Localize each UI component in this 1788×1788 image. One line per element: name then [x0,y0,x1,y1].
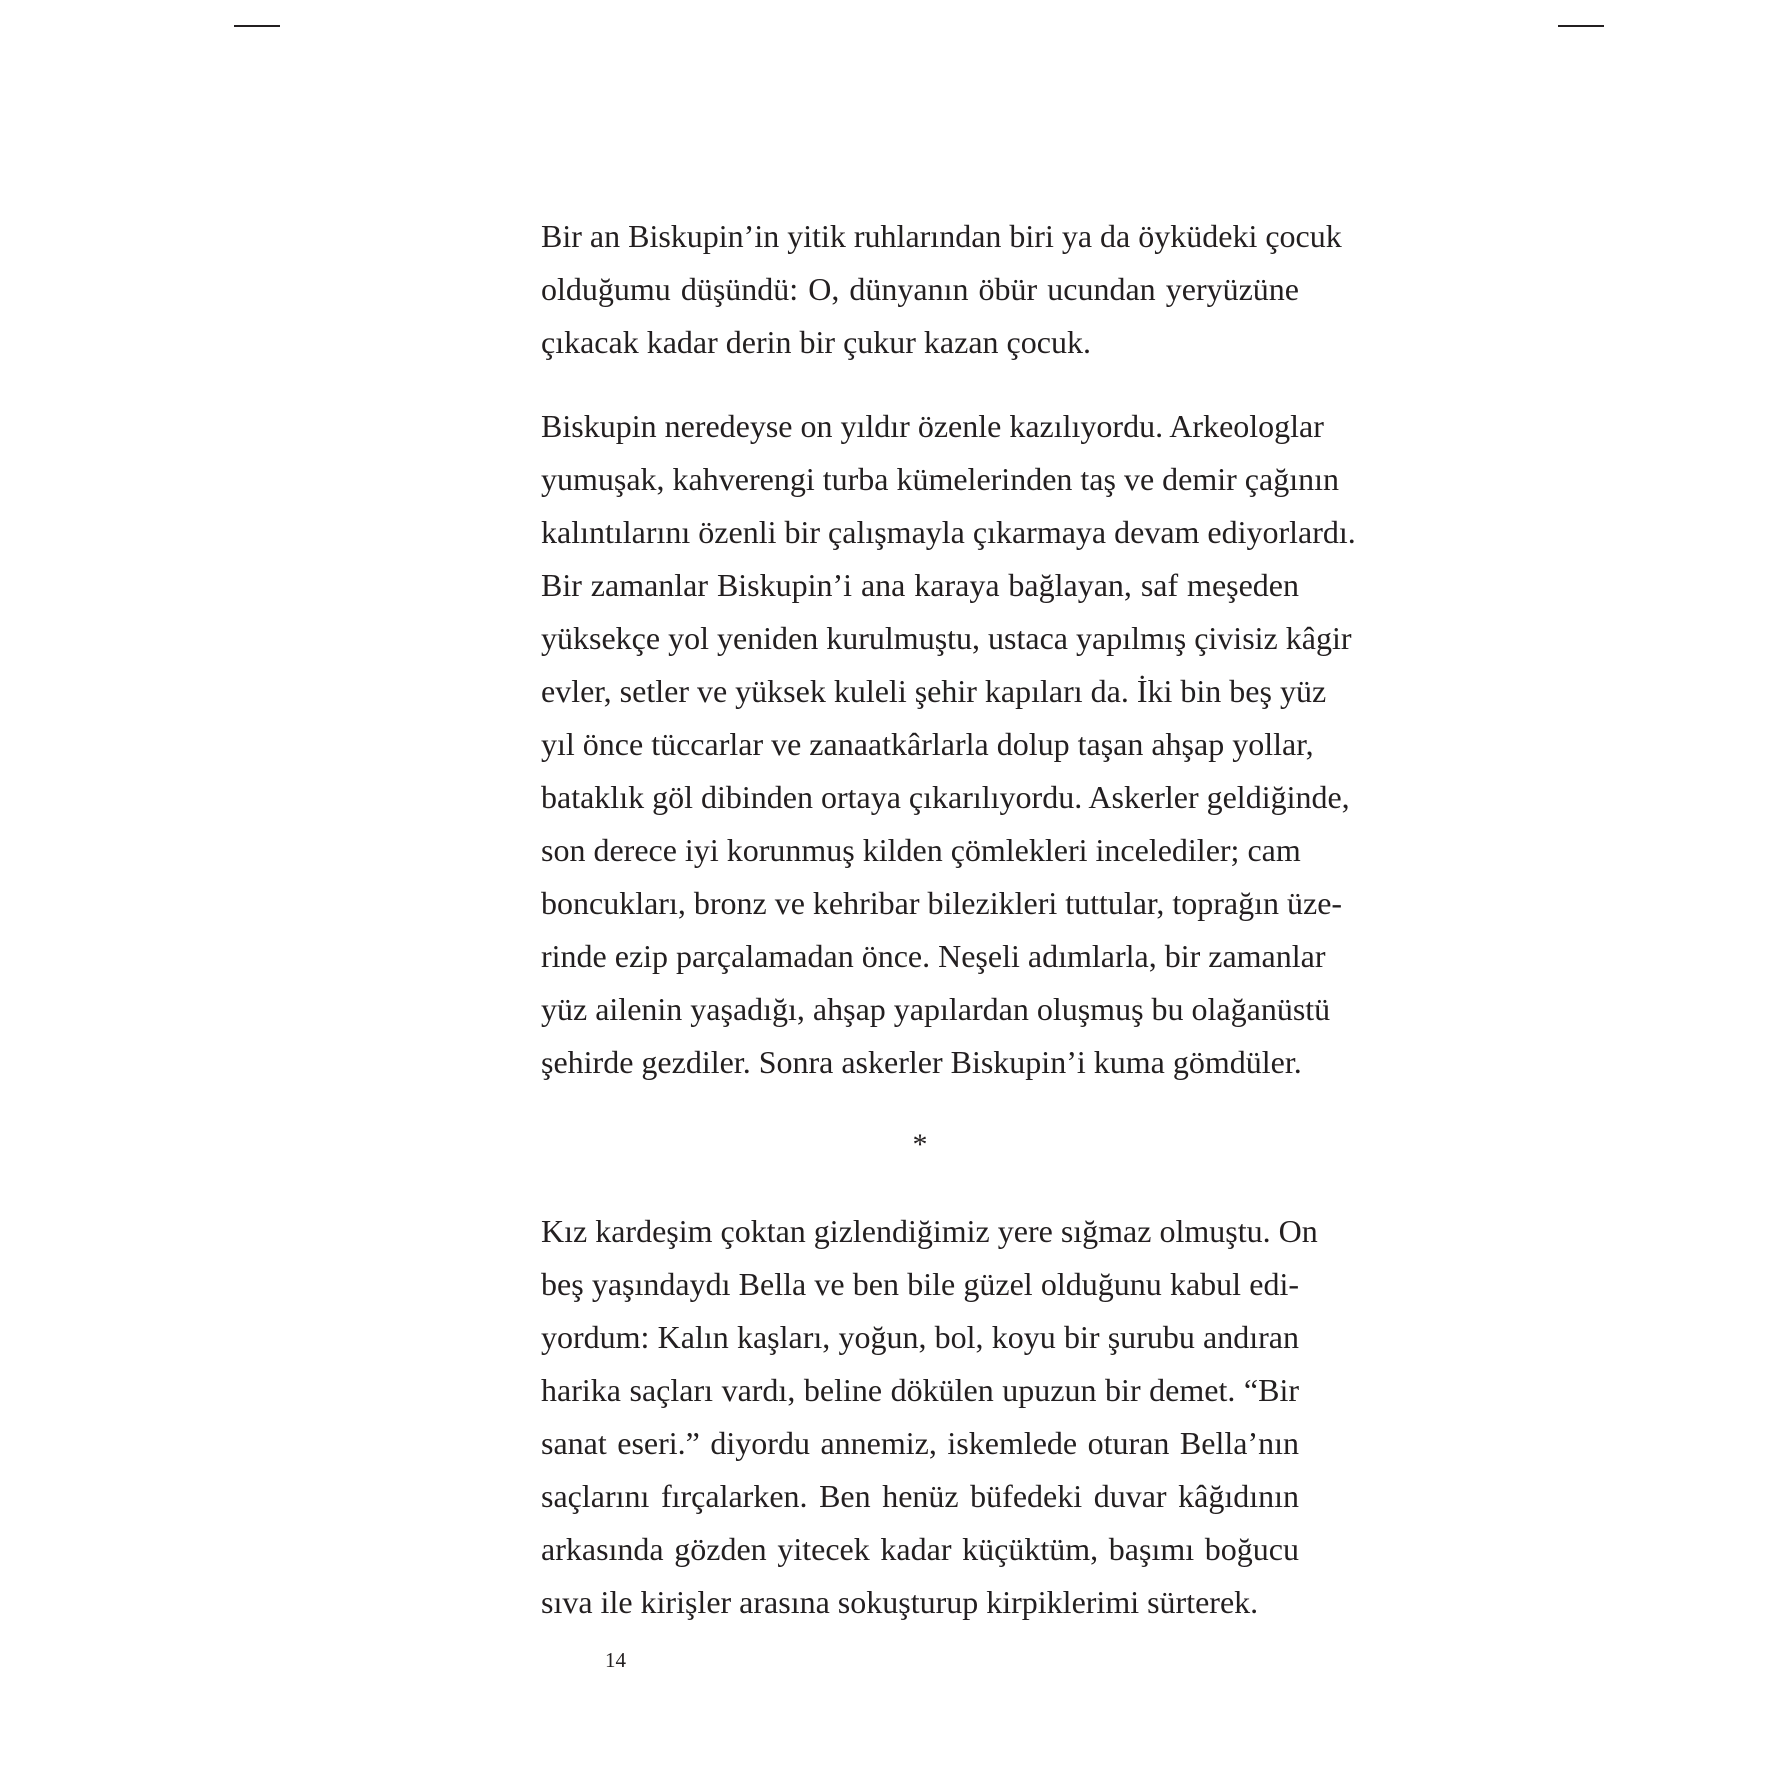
text-line: saçlarını fırçalarken. Ben henüz büfedeki duvar kâğıdının [541,1478,1299,1514]
text-line: Bir an Biskupin’in yitik ruhlarından biri ya da öyküdeki çocuk [541,218,1342,254]
text-line: son derece iyi korunmuş kilden çömlekleri incelediler; cam [541,832,1301,868]
text-line: Bir zamanlar Biskupin’i ana karaya bağlayan, saf meşeden [541,567,1299,603]
text-line: olduğumu düşündü: O, dünyanın öbür ucundan yeryüzüne [541,271,1299,307]
section-separator: * [912,1128,928,1161]
paragraph-3 [541,1205,1318,1629]
text-line: sıva ile kirişler arasına sokuşturup kirpiklerimi sürterek. [541,1584,1259,1620]
text-line: beş yaşındaydı Bella ve ben bile güzel olduğunu kabul edi- [541,1266,1299,1302]
text-line: Biskupin neredeyse on yıldır özenle kazılıyordu. Arkeologlar [541,408,1324,444]
crop-mark-right [1558,25,1604,27]
text-line: yıl önce tüccarlar ve zanaatkârlarla dolup taşan ahşap yollar, [541,726,1314,762]
crop-mark-left [234,25,280,27]
text-line: yüksekçe yol yeniden kurulmuştu, ustaca yapılmış çivisiz kâgir [541,620,1352,656]
text-line: evler, setler ve yüksek kuleli şehir kapıları da. İki bin beş yüz [541,673,1327,709]
text-line: boncukları, bronz ve kehribar bilezikleri tuttular, toprağın üze- [541,885,1343,921]
text-line: kalıntılarını özenli bir çalışmayla çıkarmaya devam ediyorlardı. [541,514,1356,550]
text-line: çıkacak kadar derin bir çukur kazan çocuk. [541,324,1091,360]
paragraph-1 [541,210,1342,369]
text-line: sanat eseri.” diyordu annemiz, iskemlede oturan Bella’nın [541,1425,1299,1461]
text-line: yumuşak, kahverengi turba kümelerinden taş ve demir çağının [541,461,1339,497]
text-line: harika saçları vardı, beline dökülen upuzun bir demet. “Bir [541,1372,1299,1408]
paragraph-2 [541,400,1356,1089]
text-line: bataklık göl dibinden ortaya çıkarılıyordu. Askerler geldiğinde, [541,779,1350,815]
text-line: yordum: Kalın kaşları, yoğun, bol, koyu bir şurubu andıran [541,1319,1299,1355]
text-line: arkasında gözden yitecek kadar küçüktüm, başımı boğucu [541,1531,1299,1567]
page-number: 14 [605,1648,626,1672]
text-line: rinde ezip parçalamadan önce. Neşeli adımlarla, bir zamanlar [541,938,1326,974]
text-line: yüz ailenin yaşadığı, ahşap yapılardan oluşmuş bu olağanüstü [541,991,1331,1027]
text-line: Kız kardeşim çoktan gizlendiğimiz yere sığmaz olmuştu. On [541,1213,1318,1249]
text-line: şehirde gezdiler. Sonra askerler Biskupin’i kuma gömdüler. [541,1044,1302,1080]
